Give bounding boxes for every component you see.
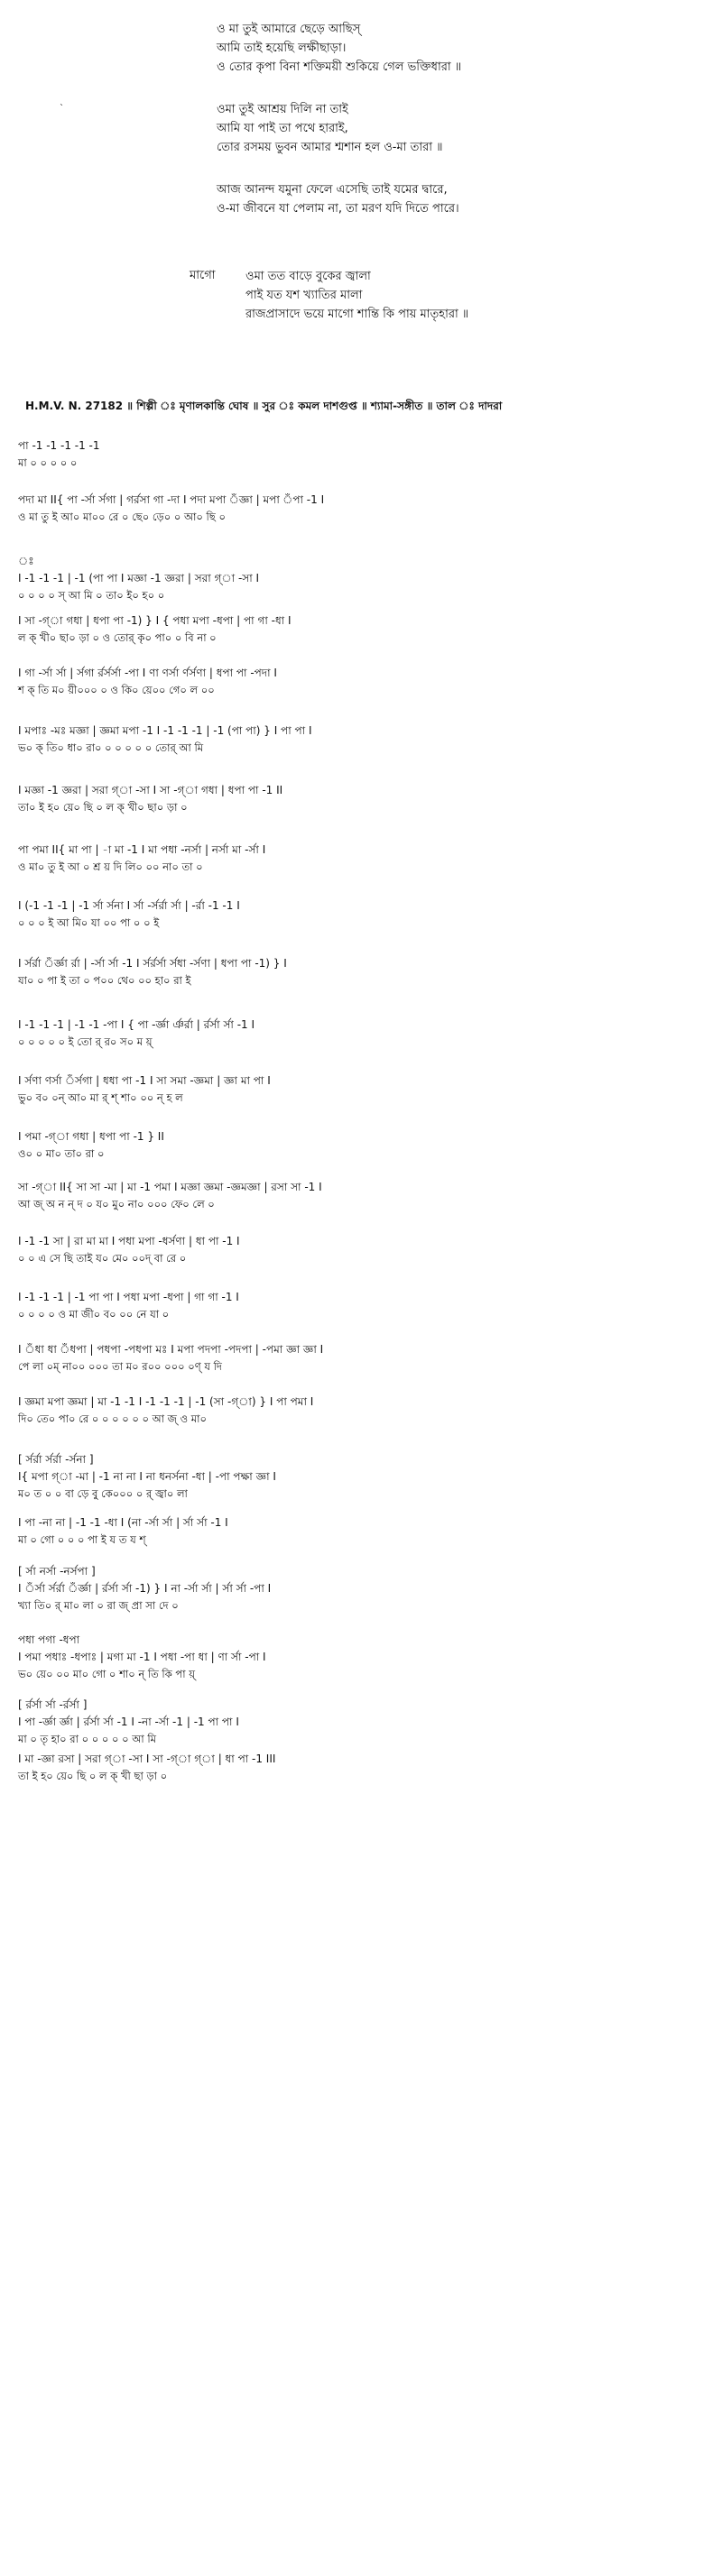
notation-lyric-line: ও মা০ তু ই আ ০ শ্র য় দি লি০ ০০ না০ তা ০ [18,860,203,873]
stanza-4 [190,267,695,324]
notation-lyric-line: মা ০ ০ ০ ০ ০ [18,456,78,469]
notation-swar-line: [ র্সর্রা র্সর্রা -র্সনা ] [18,1453,94,1466]
notation-swar-line: পা পমা II{ মা পা | -া মা -1 I মা পধা -নর্সা | নর্সা মা -র্সা I [18,843,266,856]
notation-swar-line: I পা -র্জ্ঞা র্জ্ঞা | র্রর্সা র্সা -1 I -না -র্সা -1 | -1 পা পা I [18,1716,239,1728]
notation-lyric-line: আ জ্ অ ন ন্ দ ০ য০ মু০ না০ ০০০ ফে০ লে ০ [18,1198,215,1210]
notation-swar-line: I ঁর্সা র্সর্রা ঁর্জ্ঞা | র্রর্সা র্সা -1) } I না -র্সা র্সা | র্সা র্সা -পা I [18,1582,272,1595]
notation-block [18,1234,704,1268]
lyric-line: ও তোর কৃপা বিনা শক্তিময়ী শুকিয়ে গেল ভক্তিধারা ॥ [217,60,462,74]
notation-block [18,956,704,990]
notation-swar-line: সা -গ্‌া II{ সা সা -মা | মা -1 পমা I মজ্ঞা জ্ঞমা -জ্ঞমজ্ঞা | রসা সা -1 I [18,1181,322,1193]
notation-swar-line: I পা -না না | -1 -1 -ধা I (না -র্সা র্সা | র্সা র্সা -1 I [18,1516,228,1529]
notation-swar-line: I (-1 -1 -1 | -1 র্সা র্সনা I র্সা -র্সর্রা র্সা | -র্রা -1 -1 I [18,899,240,912]
notation-swar-line: I জ্ঞমা মপা জ্ঞমা | মা -1 -1 I -1 -1 -1 | -1 (সা -গ্‌া) } I পা পমা I [18,1395,314,1408]
notation-swar-line: I পমা -গ্‌া গধা | ধপা পা -1 } II [18,1130,164,1143]
notation-block [18,1752,704,1786]
notation-swar-line: I ঁধা ধা ঁধপা | পধপা -পধপা মঃ I মপা পদপা -পদপা | -পমা জ্ঞা জ্ঞা I [18,1343,324,1356]
notation-lyric-line: ০ ০ ০ ০ স্ আ মি ০ তা০ ই০ হ০ ০ [18,589,165,602]
notation-swar-line: ঃ [18,555,34,567]
notation-block [18,723,704,758]
notation-swar-line: [ র্রর্সা র্সা -র্রর্সা ] [18,1698,88,1711]
notation-block [18,1452,704,1504]
notation-swar-line: I -1 -1 -1 | -1 (পা পা I মজ্ঞা -1 জ্ঞরা | সরা গ্‌া -সা I [18,572,260,584]
lyric-line: আজ আনন্দ যমুনা ফেলে এসেছি তাই যমের দ্বারে, [217,183,448,197]
notation-lyric-line: তা ই হ০ য়ে০ ছি ০ ল ক্ খী ছা ড়া ০ [18,1770,168,1782]
notation-lyric-line: ভ০ ক্ তি০ ধা০ রা০ ০ ০ ০ ০ ০ তোর্ আ মি [18,741,204,754]
notation-swar-line: I মপাঃ -মঃ মজ্ঞা | জ্ঞমা মপা -1 I -1 -1 -1 | -1 (পা পা) } I পা পা I [18,724,312,737]
notation-swar-line: পা -1 -1 -1 -1 -1 [18,439,100,452]
notation-lyric-line: ০ ০ এ সে ছি তাই য০ মে০ ০০দ্ বা রে ০ [18,1252,187,1265]
notation-lyric-line: ভ০ য়ে০ ০০ মা০ গো ০ শা০ ন্ তি কি পা য়্ [18,1668,195,1680]
notation-block [18,613,704,648]
notation-lyric-line: ০ ০ ০ ০ ০ ই তো র্ র০ স০ ম য়্ [18,1035,153,1048]
notation-block [18,1697,704,1749]
notation-lyric-line: ও০ ০ মা০ তা০ রা ০ [18,1147,105,1160]
notation-lyric-line: যা০ ০ পা ই তা ০ প০০ থে০ ০০ হা০ রা ই [18,974,191,987]
notation-block [18,1515,704,1550]
lyric-line: ওমা তুই আশ্রয় দিলি না তাই [217,103,348,116]
notation-swar-line: I মা -জ্ঞা রসা | সরা গ্‌া -সা I সা -গ্‌া গ্‌া | ধা পা -1 III [18,1753,276,1765]
stanza-2 [217,100,686,157]
stanza-1 [217,20,686,77]
notation-lyric-line: শ ক্ তি ম০ য়ী০০০ ০ ও কি০ য়ে০০ গে০ ল ০০ [18,684,215,696]
notation-swar-line: I সা -গ্‌া গধা | ধপা পা -1) } I { পধা মপা -ধপা | পা গা -ধা I [18,614,292,627]
notation-block [18,1633,704,1684]
notation-block [18,783,704,817]
notation-lyric-line: ম০ ত ০ ০ বা ড়ে বু কে০০০ ০ র্ জ্বা০ লা [18,1487,188,1500]
notation-swar-line: পধা পগা -ধপা [18,1633,80,1646]
notation-swar-line: I -1 -1 সা | রা মা মা I পধা মপা -ধর্সণা | ধা পা -1 I [18,1235,240,1247]
notation-lyric-line: পে লা ০ম্ না০০ ০০০ তা ম০ র০০ ০০০ ০ণ্ য দি [18,1360,222,1373]
lyric-line: ও মা তুই আমারে ছেড়ে আছিস্ [217,23,361,36]
notation-block [18,554,704,605]
notation-block [18,1342,704,1376]
notation-swar-line: I{ মপা গ্‌া -মা | -1 না না I না ধনর্সনা -ধা | -পা পক্ষা জ্ঞা I [18,1470,276,1483]
notation-block [18,492,704,527]
lyric-line: ও-মা জীবনে যা পেলাম না, তা মরণ যদি দিতে পারে। [217,202,459,216]
lyric-line: রাজপ্রাসাদে ভয়ে মাগো শান্তি কি পায় মাতৃহারা ॥ [245,308,469,321]
notation-swar-line: I র্সর্রা ঁর্জ্ঞা র্রা | -র্সা র্সা -1 I র্সর্রর্সা র্সধা -র্সণা | ধপা পা -1) } I [18,957,287,970]
notation-lyric-line: তা০ ই হ০ য়ে০ ছি ০ ল ক্ খী০ ছা০ ড়া ০ [18,801,188,814]
notation-swar-line: পদা মা II{ পা -র্সা র্সগা | গর্রসা গা -দা I পদা মপা ঁজ্ঞা | মপা ঁপা -1 I [18,493,325,506]
notation-block [18,1290,704,1324]
notation-lyric-line: খ্যা তি০ র্ মা০ লা ০ রা জ্ প্রা সা দে ০ [18,1599,179,1612]
notation-lyric-line: ও মা তু ই আ০ মা০০ রে ০ ছে০ ড়ে০ ০ আ০ ছি ০ [18,511,226,523]
notation-lyric-line: ভু০ ব০ ০ন্ আ০ মা র্ শ্ শা০ ০০ ন্ হ ল [18,1091,183,1104]
notation-block [18,666,704,700]
notation-block [18,1394,704,1429]
notation-swar-line: I পমা পধাঃ -ধপাঃ | মগা মা -1 I পধা -পা ধা | ণা র্সা -পা I [18,1651,266,1663]
lyrics-section [217,20,686,242]
lyric-line: আমি তাই হয়েছি লক্ষীছাড়া। [217,41,347,55]
notation-swar-line: I গা -র্সা র্সা | র্সগা র্রর্সর্সা -পা I ণা ণর্সা র্ণর্সণা | ধপা পা -পদা I [18,667,277,679]
notation-block [18,438,704,473]
notation-block [18,1017,704,1052]
notation-block [18,898,704,933]
stray-mark: ` [60,104,64,114]
notation-block [18,1180,704,1214]
notation-lyric-line: ০ ০ ০ ০ ও মা জী০ ব০ ০০ নে যা ০ [18,1308,170,1320]
notation-swar-line: I -1 -1 -1 | -1 পা পা I পধা মপা -ধপা | গা গা -1 I [18,1291,239,1303]
notation-lyric-line: ল ক্ খী০ ছা০ ড়া ০ ও তোর্ কৃ০ পা০ ০ বি না ০ [18,631,217,644]
notation-swar-line: I -1 -1 -1 | -1 -1 -পা I { পা -র্জ্ঞা র্ঞর্রা | র্রর্সা র্সা -1 I [18,1018,255,1031]
lyric-line: পাই যত যশ খ্যাতির মালা [245,289,363,302]
notation-lyric-line: মা ০ গো ০ ০ ০ পা ই য ত য শ্ [18,1533,146,1546]
lyric-line: তোর রসময় ভুবন আমার শ্মশান হল ও-মা তারা ॥ [217,141,443,154]
record-info-line: H.M.V. N. 27182 ॥ শিল্পী ঃ মৃণালকান্তি ঘোষ ॥ সুর ঃ কমল দাশগুপ্ত ॥ শ্যামা-সঙ্গীত ॥ তাল ঃ দাদরা [25,400,503,412]
notation-lyric-line: ০ ০ ০ ই আ মি০ যা ০০ পা ০ ০ ই [18,916,160,929]
notation-lyric-line: মা ০ তৃ হা০ রা ০ ০ ০ ০ ০ আ মি [18,1733,157,1745]
notation-block [18,1129,704,1164]
notation-swar-line: I মজ্ঞা -1 জ্ঞরা | সরা গ্‌া -সা I সা -গ্‌া গধা | ধপা পা -1 II [18,784,283,796]
notation-block [18,1564,704,1615]
notation-swar-line: I র্সণা ণর্সা ঁর্সগা | ধধা পা -1 I সা সমা -জ্ঞমা | জ্ঞা মা পা I [18,1074,271,1087]
stanza-3 [217,180,686,218]
notation-swar-line: [ র্সা নর্সা -নর্সপা ] [18,1565,96,1578]
notation-lyric-line: দি০ তে০ পা০ রে ০ ০ ০ ০ ০ ০ আ জ্ ও মা০ [18,1412,207,1425]
notation-block [18,842,704,877]
lyric-line: আমি যা পাই তা পথে হারাই, [217,122,348,135]
lyric-line: ওমা তত বাড়ে বুকের জ্বালা [245,270,371,283]
stanza-lead: মাগো [190,269,216,282]
notation-block [18,1073,704,1108]
